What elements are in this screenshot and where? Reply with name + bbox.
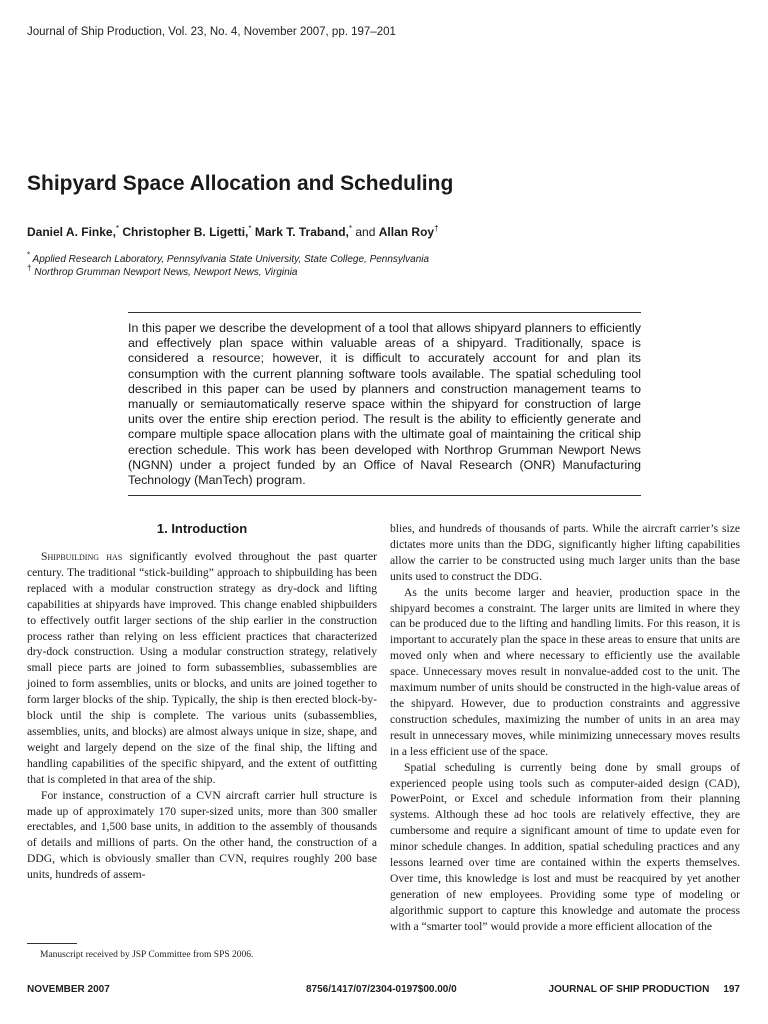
body-column-right xyxy=(390,521,740,935)
affiliation-mark: * xyxy=(115,224,120,233)
author-name: Mark T. Traband, xyxy=(254,225,349,239)
journal-citation: Journal of Ship Production, Vol. 23, No. 4, November 2007, pp. 197–201 xyxy=(27,26,396,38)
author-name: Daniel A. Finke, xyxy=(27,225,116,239)
author-name: Christopher B. Ligetti, xyxy=(122,225,249,239)
affiliations xyxy=(27,250,430,279)
affiliation-line xyxy=(27,263,429,279)
body-paragraph xyxy=(27,549,377,788)
paper-title: Shipyard Space Allocation and Scheduling xyxy=(27,172,454,195)
section-heading: 1. Introduction xyxy=(156,521,248,536)
abstract-box xyxy=(128,312,641,496)
affiliation-mark: † xyxy=(434,224,439,233)
page-number: 197 xyxy=(723,984,740,995)
affiliation-mark: * xyxy=(248,224,252,233)
author-conjunction: and xyxy=(355,225,376,239)
body-paragraph: As the units become larger and heavier, production space in the shipyard becomes a constraint. The larger units are limited in where they can be produced due to the lifting and handling limits. For this reason, it is important to accurately plan the space in these areas to ensure that units are moved only when and where necessary to efficiently use the available space. Unnecessary moves result in nonvalue-added cost to the unit. The maximum number of units should be constructed in the high-value areas of the shipyard. However, due to production constraints and aggressive construction schedules, maximizing the number of units in an area may result in unnecessary moves, while minimizing unnecessary moves results in a less efficient use of the space. xyxy=(390,585,740,758)
affiliation-mark: * xyxy=(348,224,353,233)
affiliation-mark: * xyxy=(27,250,31,260)
lead-in-words: Shipbuilding has xyxy=(41,550,123,563)
footnote-rule xyxy=(27,943,77,944)
footer-issn: 8756/1417/07/2304-0197$00.00/0 xyxy=(306,984,457,995)
body-paragraph: For instance, construction of a CVN aircraft carrier hull structure is made up of approximately 170 super-sized units, more than 300 smaller erectables, and 1,500 base units, in addition to the assembly of thousands of details and millions of parts. On the other hand, the construction of a DDG, which is obviously smaller than CVN, requires roughly 200 base units, hundreds of assem- xyxy=(27,788,377,882)
affiliation-mark: † xyxy=(27,263,32,273)
author-list xyxy=(27,225,439,239)
abstract-text: In this paper we describe the development of a tool that allows shipyard planners to efficiently and effectively plan space within valuable areas of a shipyard. Traditionally, space is considered a resource; however, it is difficult to accurately account for and plan its consumption with the current planning software tools available. The spatial scheduling tool described in this paper can be used by planners and construction management teams to manually or semiautomatically reserve space within the shipyard for construction of large units over the entire ship erection period. The result is the ability to efficiently generate and compare multiple space allocation plans with the ultimate goal of maintaining the critical ship erection schedule. This work has been developed with Northrop Grumman Newport News (NGNN) under a project funded by an Office of Naval Research (ONR) Manufacturing Technology (ManTech) program. xyxy=(128,321,641,488)
affiliation-text: Applied Research Laboratory, Pennsylvania State University, State College, Pennsylvania xyxy=(32,254,430,265)
body-column-left xyxy=(27,521,377,883)
paragraph-text: significantly evolved throughout the past quarter century. The traditional “stick-building” approach to shipbuilding has been replaced with a modular construction strategy as dry-dock and lifting capabilities at shipyards have improved. This change enabled shipbuilders to effectively outfit larger sections of the ship earlier in the construction process rather than relying on less efficient practices that characterized dry-dock construction. Using a modular construction strategy, relatively small piece parts are joined to form subassemblies, subassemblies are joined to form assemblies, units or blocks, and units are joined together to form larger blocks of the ship. Typically, the ship is then erected block-by-block until the ship is complete. The various units (subassemblies, assemblies, units, and blocks) are almost always unique in size, shape, and weight and largely depend on the size of the final ship, the lifting and handling capabilities of the specific shipyard, and the extent of outfitting that is completed in that area of the ship. xyxy=(27,550,377,786)
footer-journal-name: JOURNAL OF SHIP PRODUCTION xyxy=(548,984,710,995)
footer-date: NOVEMBER 2007 xyxy=(27,984,110,995)
affiliation-line xyxy=(27,250,430,266)
footer-journal xyxy=(549,984,740,995)
body-paragraph: blies, and hundreds of thousands of parts. While the aircraft carrier’s size dictates more units than the DDG, significantly higher lifting capabilities allow the carrier to be constructed using much larger units than the base units used to construct the DDG. xyxy=(390,522,740,583)
author-name: Allan Roy xyxy=(378,225,435,239)
affiliation-text: Northrop Grumman Newport News, Newport News, Virginia xyxy=(34,267,298,278)
footnote: Manuscript received by JSP Committee from SPS 2006. xyxy=(40,950,254,960)
body-paragraph: Spatial scheduling is currently being done by small groups of experienced people using tools such as computer-aided design (CAD), PowerPoint, or Excel and schedule information from their planning systems. Although these ad hoc tools are relatively effective, they are cumbersome and require a significant amount of time to update even for minor schedule changes. In addition, spatial scheduling practices and any lessons learned over time are contained within the experts themselves. Over time, this knowledge is lost and must be reacquired by yet another generation of new employees. Providing some type of modeling or algorithmic support to capture this knowledge and automate the process with a “smarter tool” would provide a more efficient allocation of the xyxy=(390,760,740,933)
